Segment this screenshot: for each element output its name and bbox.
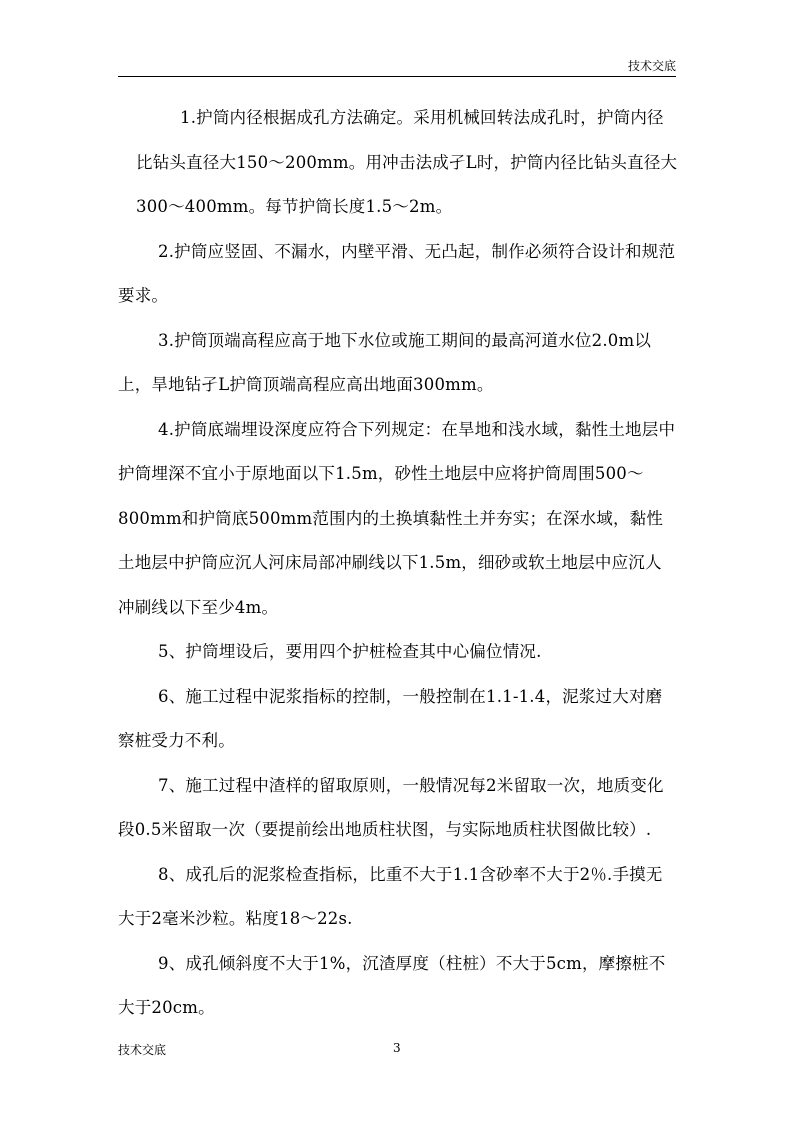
paragraph-6: 6、施工过程中泥浆指标的控制，一般控制在1.1-1.4，泥浆过大对磨察桩受力不利。 xyxy=(118,686,663,750)
paragraph-1: 1.护筒内径根据成孔方法确定。采用机械回转法成孔时，护筒内径比钻头直径大150～200mm。用冲击法成孑L时，护筒内径比钻头直径大300～400mm。每节护筒长度1.5～2m。 xyxy=(136,108,678,216)
paragraph-3: 3.护筒顶端高程应高于地下水位或施工期间的最高河道水位2.0m以上，旱地钻孑L护筒顶端高程应高出地面300mm。 xyxy=(118,330,652,394)
paragraph-2: 2.护筒应竖固、不漏水，内壁平滑、无凸起，制作必须符合设计和规范要求。 xyxy=(118,241,676,305)
paragraph-9: 9、成孔倾斜度不大于1%，沉渣厚度（柱桩）不大于5cm，摩擦桩不大于20cm。 xyxy=(118,953,666,1017)
page-number: 3 xyxy=(393,1041,401,1055)
paragraph-7: 7、施工过程中渣样的留取原则，一般情况每2米留取一次，地质变化段0.5米留取一次（要提前绘出地质柱状图，与实际地质柱状图做比较）. xyxy=(118,775,664,839)
page-footer-title: 技术交底 xyxy=(118,1043,167,1057)
paragraph-5: 5、护筒埋设后，要用四个护桩检查其中心偏位情况. xyxy=(158,642,542,661)
header-divider xyxy=(118,76,676,77)
paragraph-8: 8、成孔后的泥浆检查指标，比重不大于1.1含砂率不大于2％.手摸无大于2毫米沙粒。粘度18～22s. xyxy=(118,864,663,928)
document-body xyxy=(118,96,678,1031)
page-header-title: 技术交底 xyxy=(627,59,676,73)
paragraph-4: 4.护筒底端埋设深度应符合下列规定：在旱地和浅水域，黏性土地层中护筒埋深不宜小于原地面以下1.5m，砂性土地层中应将护筒周围500～800mm和护筒底500mm范围内的土换填黏性土并夯实；在深水域，黏性土地层中护筒应沉人河床局部冲刷线以下1.5m，细砂或软土地层中应沉人冲刷线以下至少4m。 xyxy=(118,419,676,617)
